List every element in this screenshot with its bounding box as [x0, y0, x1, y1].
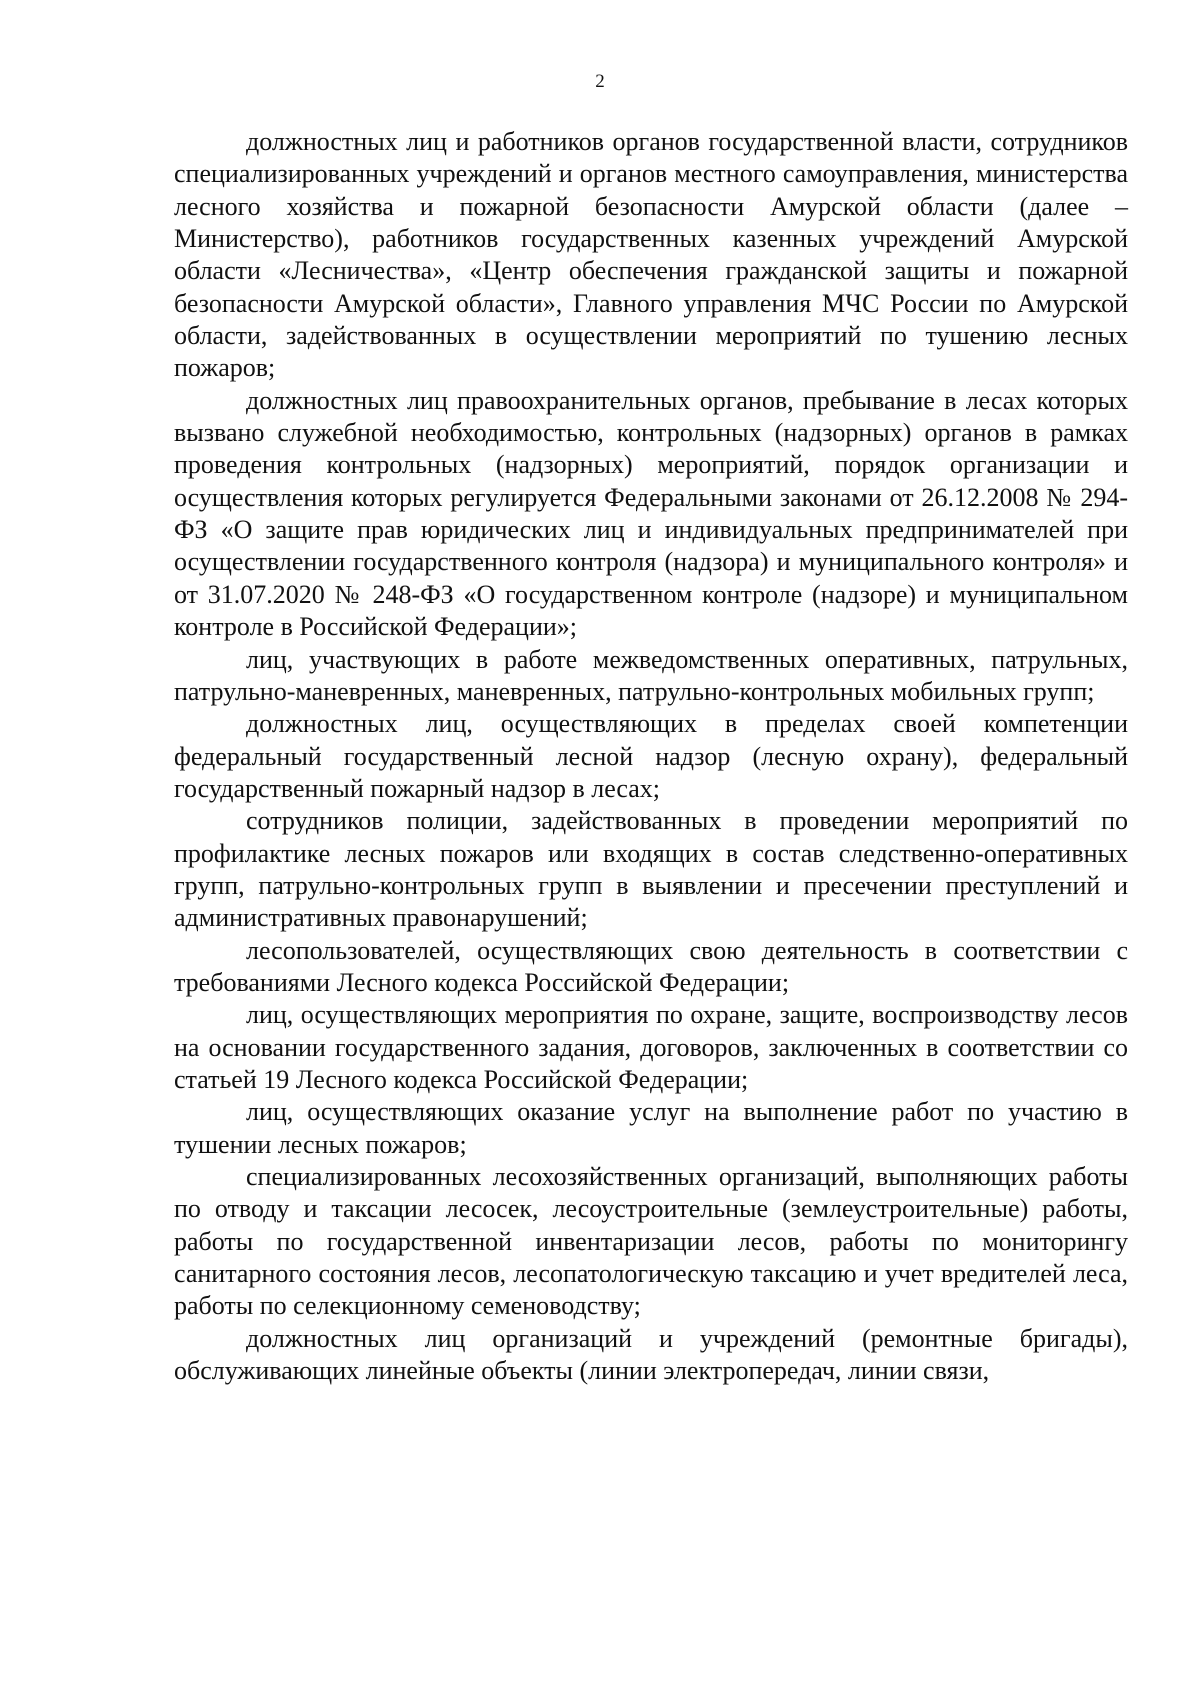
paragraph: лиц, осуществляющих мероприятия по охране, защите, воспроизводству лесов на основании государственного задания, договоров, заключенных в соответствии со статьей 19 Лесного кодекса Российской Федерации;: [174, 1000, 1128, 1094]
paragraph: должностных лиц организаций и учреждений (ремонтные бригады), обслуживающих линейные объекты (линии электропередач, линии связи,: [174, 1323, 1128, 1386]
paragraph: лесопользователей, осуществляющих свою деятельность в соответствии с требованиями Лесного кодекса Российской Федерации;: [174, 935, 1128, 997]
page-number: 2: [595, 71, 605, 92]
paragraph: должностных лиц и работников органов государственной власти, сотрудников специализированных учреждений и органов местного самоуправления, министерства лесного хозяйства и пожарной безопасности Амурской области (далее – Министерство), работников государственных казенных учреждений Амурской области «Лесничества», «Центр обеспечения гражданской защиты и пожарной безопасности Амурской области», Главного управления МЧС России по Амурской области, задействованных в осуществлении мероприятий по тушению лесных пожаров;: [174, 127, 1128, 383]
paragraph: сотрудников полиции, задействованных в проведении мероприятий по профилактике лесных пожаров или входящих в состав следственно-оперативных групп, патрульно-контрольных групп в выявлении и пресечении преступлений и административных правонарушений;: [174, 806, 1128, 933]
paragraph: должностных лиц, осуществляющих в пределах своей компетенции федеральный государственный лесной надзор (лесную охрану), федеральный государственный пожарный надзор в лесах;: [174, 709, 1128, 803]
paragraph: специализированных лесохозяйственных организаций, выполняющих работы по отводу и таксации лесосек, лесоустроительные (землеустроительные) работы, работы по государственной инвентаризации лесов, работы по мониторингу санитарного состояния лесов, лесопатологическую таксацию и учет вредителей леса, работы по селекционному семеноводству;: [174, 1162, 1128, 1321]
document-body: [174, 126, 1128, 1387]
paragraph: лиц, участвующих в работе межведомственных оперативных, патрульных, патрульно-маневренных, маневренных, патрульно-контрольных мобильных групп;: [174, 644, 1128, 706]
paragraph: лиц, осуществляющих оказание услуг на выполнение работ по участию в тушении лесных пожаров;: [174, 1097, 1128, 1159]
paragraph: должностных лиц правоохранительных органов, пребывание в лесах которых вызвано служебной необходимостью, контрольных (надзорных) органов в рамках проведения контрольных (надзорных) мероприятий, порядок организации и осуществления которых регулируется Федеральными законами от 26.12.2008 № 294-ФЗ «О защите прав юридических лиц и индивидуальных предпринимателей при осуществлении государственного контроля (надзора) и муниципального контроля» и от 31.07.2020 № 248-ФЗ «О государственном контроле (надзоре) и муниципальном контроле в Российской Федерации»;: [174, 385, 1128, 642]
